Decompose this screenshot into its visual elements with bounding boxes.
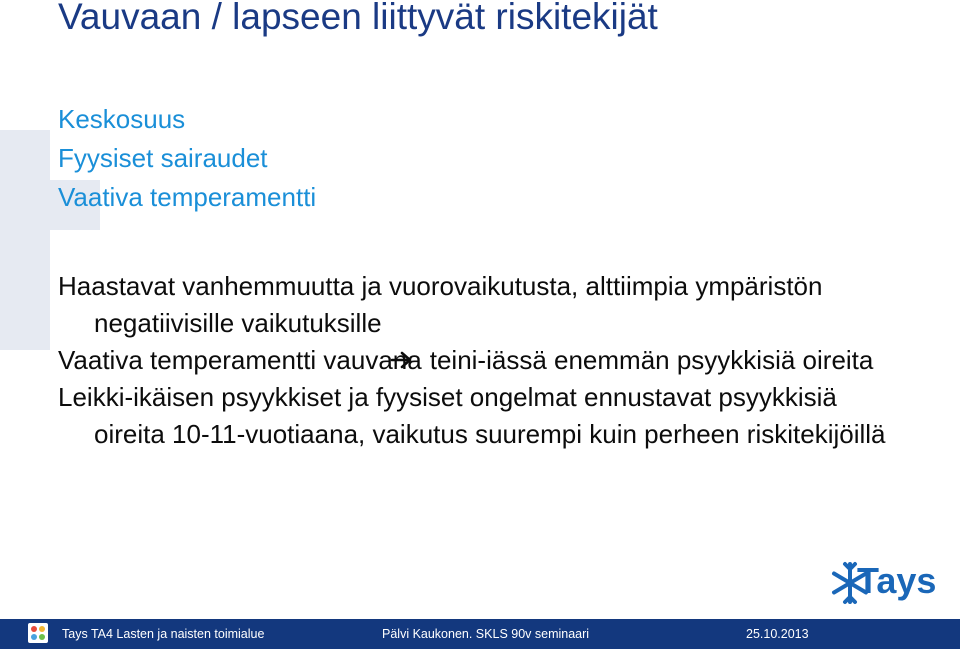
footer-presenter: Pälvi Kaukonen. SKLS 90v seminaari bbox=[382, 627, 590, 641]
explanation-point-end: teini-iässä enemmän psyykkisiä oireita bbox=[429, 345, 874, 375]
explanation-point: Haastavat vanhemmuutta ja vuorovaikutusta, alttiimpia ympäristön negatiivisille vaikutuksille bbox=[58, 271, 823, 338]
risk-factor-item: Vaativa temperamentti bbox=[58, 182, 317, 212]
risk-factor-item: Fyysiset sairaudet bbox=[58, 143, 268, 173]
explanation-point bbox=[58, 342, 908, 379]
footer-date: 25.10.2013 bbox=[746, 627, 809, 641]
slide-title: Vauvaan / lapseen liittyvät riskitekijät bbox=[58, 0, 658, 37]
explanation-list bbox=[58, 268, 908, 453]
organization-badge-icon bbox=[28, 623, 48, 643]
explanation-point-start: Vaativa temperamentti vauvana bbox=[58, 345, 422, 375]
footer-organization: Tays TA4 Lasten ja naisten toimialue bbox=[62, 627, 265, 641]
footer-bar bbox=[0, 619, 960, 649]
risk-factor-item: Keskosuus bbox=[58, 104, 186, 134]
risk-factor-list bbox=[58, 100, 316, 217]
tays-logo-text: Tays bbox=[857, 560, 937, 601]
explanation-point: Leikki-ikäisen psyykkiset ja fyysiset ongelmat ennustavat psyykkisiä oireita 10-11-vuotiaana, vaikutus suurempi kuin perheen riskitekijöillä bbox=[58, 382, 886, 449]
